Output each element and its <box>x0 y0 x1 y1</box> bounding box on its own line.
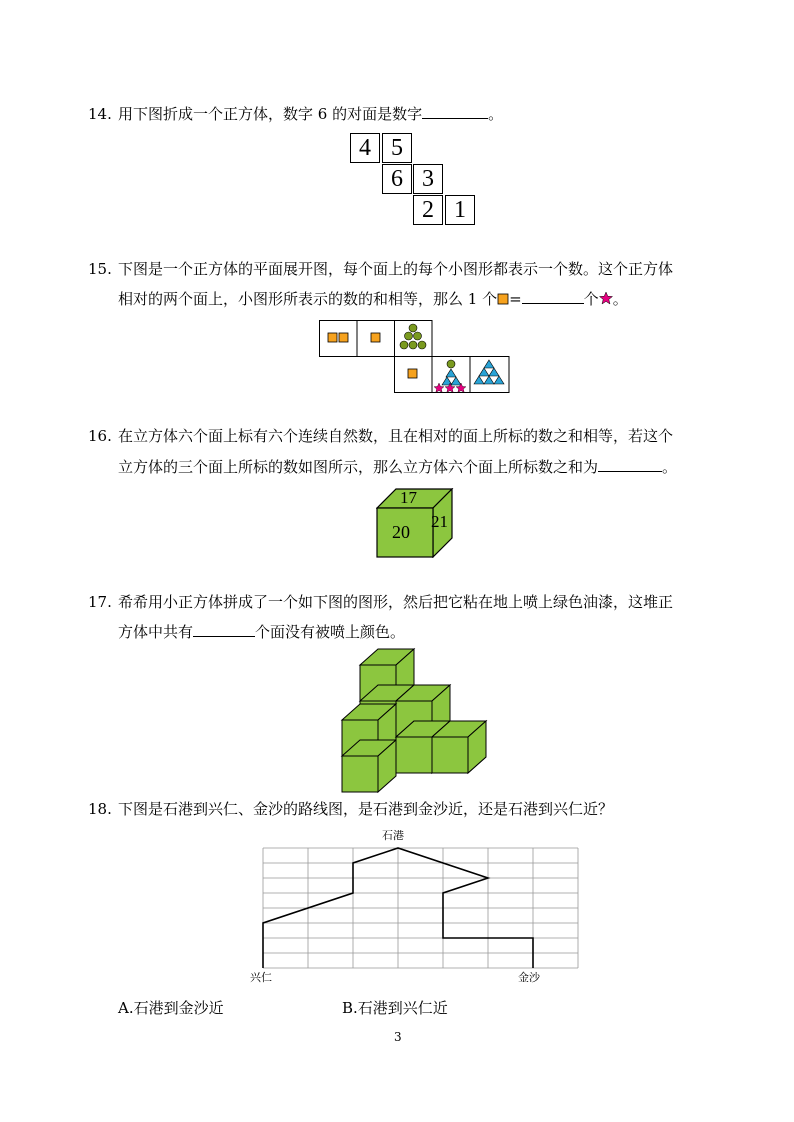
numbered-cube-figure <box>376 488 456 558</box>
question-number: 17. <box>88 593 112 611</box>
answer-blank[interactable] <box>193 622 255 637</box>
option-b[interactable]: B.石港到兴仁近 <box>342 999 448 1017</box>
question-text: 在立方体六个面上标有六个连续自然数，且在相对的面上所标的数之和相等，若这个 <box>118 427 674 445</box>
cube-side-number: 21 <box>431 512 448 531</box>
question-number: 18. <box>88 800 112 818</box>
label-jinsha: 金沙 <box>518 971 540 984</box>
question-number: 15. <box>88 260 112 278</box>
question-text: 方体中共有 个面没有被喷上颜色。 <box>118 623 406 641</box>
cube-front-number: 20 <box>392 522 410 542</box>
net-cell: 6 <box>382 164 412 194</box>
net-cell: 2 <box>413 195 443 225</box>
question-text: 下图是石港到兴仁、金沙的路线图，是石港到金沙近，还是石港到兴仁近？ <box>118 800 614 818</box>
stacked-cubes-figure <box>338 645 490 793</box>
page-number: 3 <box>394 1030 402 1044</box>
question-text: 相对的两个面上，小图形所表示的数的和相等，那么 1 个 = 个 。 <box>118 290 628 308</box>
label-shigang: 石港 <box>382 829 404 842</box>
question-text: 希希用小正方体拼成了一个如下图的图形，然后把它粘在地上喷上绿色油漆，这堆正 <box>118 593 674 611</box>
question-number: 14. <box>88 105 112 123</box>
net-cell: 3 <box>413 164 443 194</box>
net-cell: 4 <box>350 133 380 163</box>
question-text: 下图是一个正方体的平面展开图，每个面上的每个小图形都表示一个数。这个正方体 <box>118 260 674 278</box>
net-cell: 1 <box>445 195 475 225</box>
option-a[interactable]: A.石港到金沙近 <box>118 999 224 1017</box>
net-cell: 5 <box>382 133 412 163</box>
question-number: 16. <box>88 427 112 445</box>
star-icon <box>599 291 613 305</box>
orange-square-icon <box>497 293 509 305</box>
label-xingren: 兴仁 <box>250 971 272 984</box>
route-map-figure <box>250 827 590 989</box>
cube-top-number: 17 <box>400 488 417 507</box>
shape-cube-net-figure <box>319 320 511 394</box>
question-text: 用下图折成一个正方体，数字 6 的对面是数字 。 <box>118 105 504 123</box>
answer-blank[interactable] <box>422 104 488 119</box>
answer-blank[interactable] <box>598 457 662 472</box>
route-grid <box>250 827 590 989</box>
cube-net-figure <box>350 133 480 228</box>
answer-blank[interactable] <box>522 289 584 304</box>
question-text: 立方体的三个面上所标的数如图所示，那么立方体六个面上所标数之和为 。 <box>118 458 678 476</box>
